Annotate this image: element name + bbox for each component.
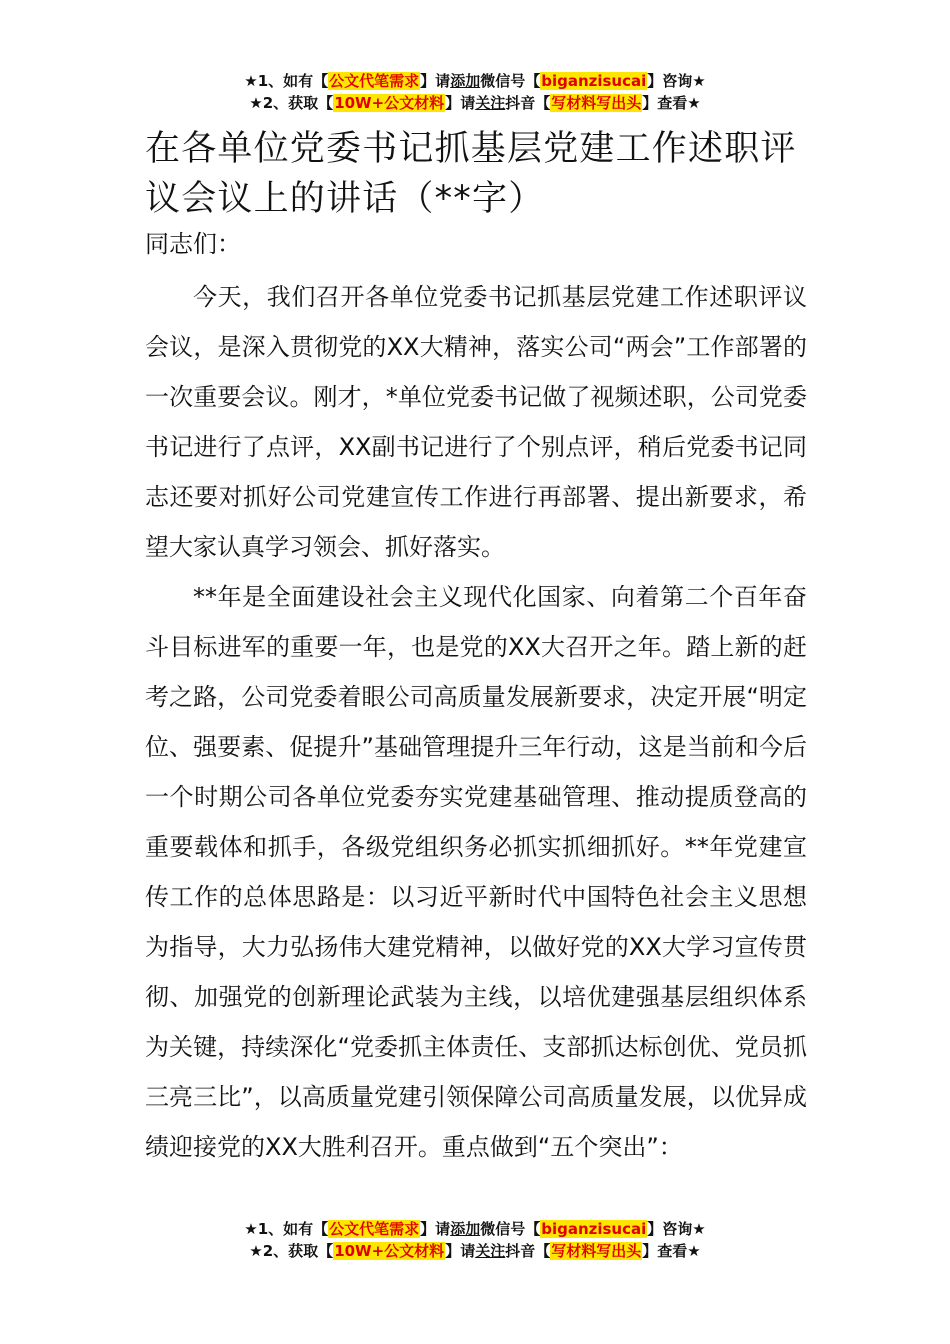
- banner-line-1: [0, 70, 950, 92]
- banner-text: 】查看★: [642, 1242, 701, 1260]
- banner-highlight: 10W+公文材料: [334, 1242, 445, 1260]
- banner-underlined-text: 关注: [475, 94, 506, 112]
- banner-text: 】咨询★: [647, 1220, 706, 1238]
- banner-text: 】查看★: [642, 94, 701, 112]
- document-title: 在各单位党委书记抓基层党建工作述职评议会议上的讲话（**字）: [145, 129, 797, 219]
- salutation: 同志们：: [145, 230, 241, 258]
- banner-text: ★1、如有【: [244, 1220, 329, 1238]
- banner-text: 抖音【: [505, 1242, 551, 1260]
- banner-text: ★2、获取【: [249, 1242, 334, 1260]
- banner-line-2: [0, 1240, 950, 1262]
- banner-highlight: 10W+公文材料: [334, 94, 445, 112]
- banner-line-1: [0, 1218, 950, 1240]
- banner-text: 】请: [445, 1242, 476, 1260]
- banner-line-2: [0, 92, 950, 114]
- banner-text: 抖音【: [505, 94, 551, 112]
- banner-underlined-text: 添加: [450, 1220, 481, 1238]
- banner-text: 】请: [420, 1220, 451, 1238]
- banner-text: 】请: [420, 72, 451, 90]
- banner-text: 微信号【: [480, 1220, 541, 1238]
- footer-banner: [0, 1218, 950, 1262]
- paragraph: **年是全面建设社会主义现代化国家、向着第二个百年奋斗目标进军的重要一年，也是党的XX大召开之年。踏上新的赶考之路，公司党委着眼公司高质量发展新要求，决定开展“明定位、强要素、促提升”基础管理提升三年行动，这是当前和今后一个时期公司各单位党委夯实党建基础管理、推动提质登高的重要载体和抓手，各级党组织务必抓实抓细抓好。**年党建宣传工作的总体思路是：以习近平新时代中国特色社会主义思想为指导，大力弘扬伟大建党精神，以做好党的XX大学习宣传贯彻、加强党的创新理论武装为主线，以培优建强基层组织体系为关键，持续深化“党委抓主体责任、支部抓达标创优、党员抓三亮三比”，以高质量党建引领保障公司高质量发展，以优异成绩迎接党的XX大胜利召开。重点做到“五个突出”：: [145, 583, 807, 1161]
- banner-text: 】咨询★: [647, 72, 706, 90]
- banner-highlight: 公文代笔需求: [329, 1220, 420, 1238]
- banner-underlined-text: 关注: [475, 1242, 506, 1260]
- banner-text: 】请: [445, 94, 476, 112]
- banner-highlight: biganzisucai: [541, 1220, 647, 1238]
- banner-text: ★2、获取【: [249, 94, 334, 112]
- header-banner: [0, 70, 950, 114]
- banner-text: ★1、如有【: [244, 72, 329, 90]
- banner-underlined-text: 添加: [450, 72, 481, 90]
- paragraph: 今天，我们召开各单位党委书记抓基层党建工作述职评议会议，是深入贯彻党的XX大精神，落实公司“两会”工作部署的一次重要会议。刚才，*单位党委书记做了视频述职，公司党委书记进行了点评，XX副书记进行了个别点评，稍后党委书记同志还要对抓好公司党建宣传工作进行再部署、提出新要求，希望大家认真学习领会、抓好落实。: [145, 283, 807, 561]
- banner-text: 微信号【: [480, 72, 541, 90]
- banner-highlight: 写材料写出头: [551, 94, 642, 112]
- banner-highlight: 公文代笔需求: [329, 72, 420, 90]
- banner-highlight: biganzisucai: [541, 72, 647, 90]
- banner-highlight: 写材料写出头: [551, 1242, 642, 1260]
- document-body: [145, 272, 807, 1172]
